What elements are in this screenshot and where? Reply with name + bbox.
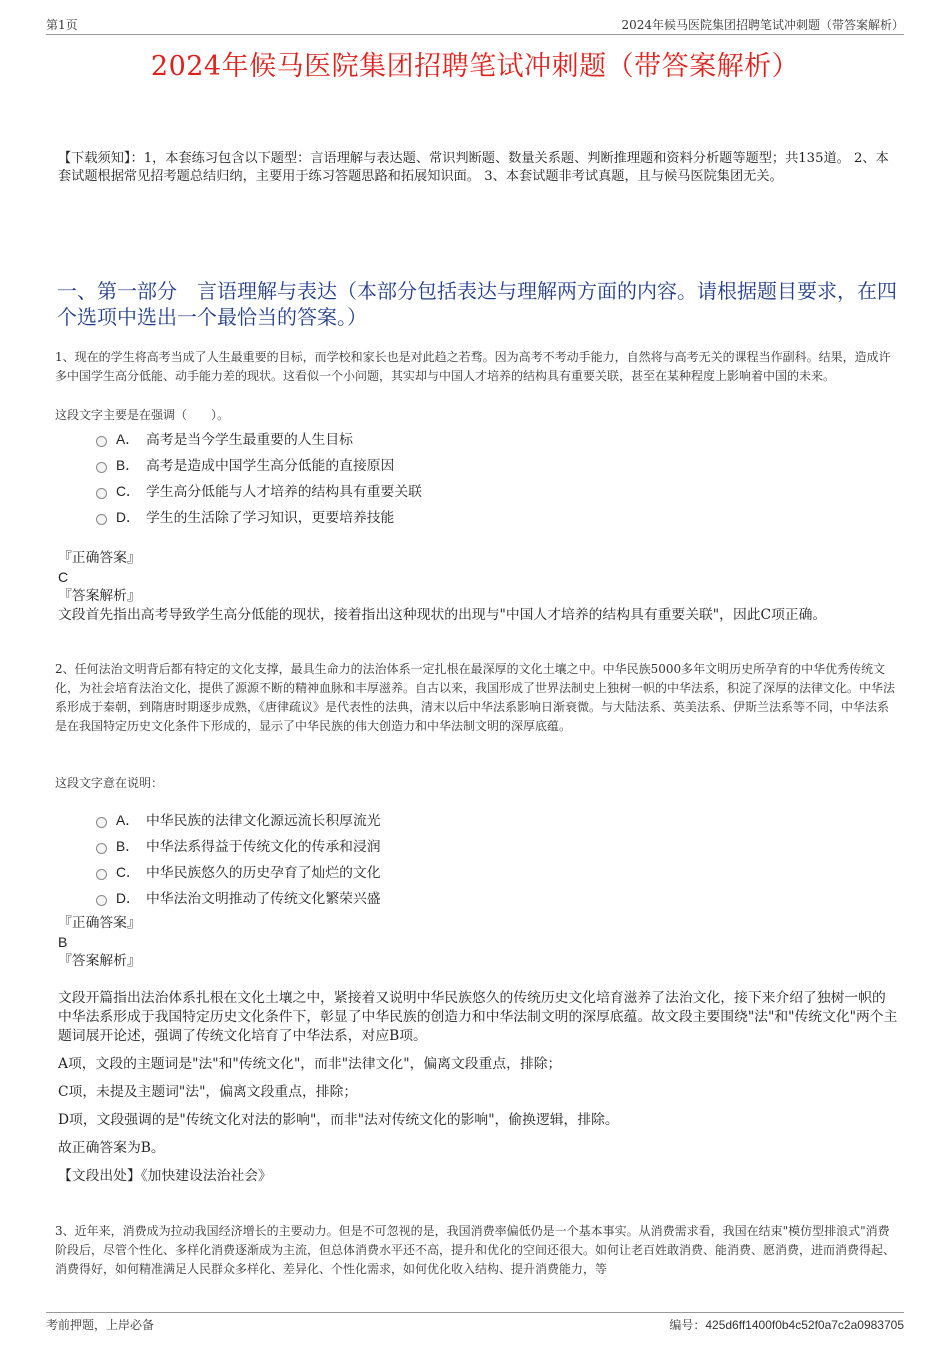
answer-label: 『正确答案』	[58, 915, 141, 931]
answer-value: C	[58, 569, 69, 585]
analysis-label: 『答案解析』	[58, 588, 141, 604]
analysis-paragraph: 故正确答案为B。	[58, 1140, 165, 1156]
question-2-prompt: 这段文字意在说明：	[55, 776, 164, 790]
analysis-paragraph: C项，未提及主题词"法"，偏离文段重点，排除；	[58, 1084, 358, 1100]
q2-option-c[interactable]: C． 中华民族悠久的历史孕育了灿烂的文化	[96, 858, 796, 884]
q2-answer-block	[58, 914, 898, 971]
radio-icon[interactable]	[96, 514, 107, 525]
document-title: 2024年候马医院集团招聘笔试冲刺题（带答案解析）	[150, 51, 800, 82]
radio-icon[interactable]	[96, 462, 107, 473]
analysis-paragraph: D项，文段强调的是"传统文化对法的影响"，而非"法对传统文化的影响"，偷换逻辑，排除。	[58, 1112, 619, 1128]
page-header	[46, 14, 904, 35]
question-1-text: 1、现在的学生将高考当成了人生最重要的目标，而学校和家长也是对此趋之若骛。因为高考不考动手能力，自然将与高考无关的课程当作副科。结果，造成许多中国学生高分低能、动手能力差的现状。这看似一个小问题，其实却与中国人才培养的结构具有重要关联，甚至在某种程度上影响着中国的未来。	[55, 350, 891, 383]
radio-icon[interactable]	[96, 488, 107, 499]
radio-icon[interactable]	[96, 436, 107, 447]
section-title: 一、第一部分 言语理解与表达（本部分包括表达与理解两方面的内容。请根据题目要求，在四个选项中选出一个最恰当的答案。）	[57, 279, 897, 329]
question-2-text: 2、任何法治文明背后都有特定的文化支撑，最具生命力的法治体系一定扎根在最深厚的文化土壤之中。中华民族5000多年文明历史所孕育的中华优秀传统文化，为社会培育法治文化，提供了源源不断的精神血脉和丰厚滋养。自古以来，我国形成了世界法制史上独树一帜的中华法系，积淀了深厚的法律文化。中华法系形成于秦朝，到隋唐时期逐步成熟，《唐律疏议》是代表性的法典，清末以后中华法系影响日渐衰微。与大陆法系、英美法系、伊斯兰法系等不同，中华法系是在我国特定历史文化条件下形成的，显示了中华民族的伟大创造力和中华法制文明的深厚底蕴。	[55, 662, 896, 733]
analysis-paragraph: 文段开篇指出法治体系扎根在文化土壤之中，紧接着又说明中华民族悠久的传统历史文化培育滋养了法治文化，接下来介绍了独树一帜的中华法系形成于我国特定历史文化条件下，彰显了中华民族的创造力和中华法制文明的深厚底蕴。故文段主要围绕"法"和"传统文化"两个主题词展开论述，强调了传统文化培育了中华法系，对应B项。	[58, 990, 898, 1044]
q1-answer-block	[58, 549, 898, 625]
question-1-options	[96, 425, 796, 529]
q2-option-d[interactable]: D． 中华法治文明推动了传统文化繁荣兴盛	[96, 884, 796, 910]
answer-label: 『正确答案』	[58, 550, 141, 566]
q1-option-d[interactable]: D． 学生的生活除了学习知识，更要培养技能	[96, 503, 796, 529]
question-3-text: 3、近年来，消费成为拉动我国经济增长的主要动力。但是不可忽视的是，我国消费率偏低仍是一个基本事实。从消费需求看，我国在结束"模仿型排浪式"消费阶段后，尽管个性化、多样化消费逐渐成为主流，但总体消费水平还不高，提升和优化的空间还很大。如何让老百姓敢消费、能消费、愿消费，进而消费得起、消费得好，如何精准满足人民群众多样化、差异化、个性化需求，如何优化收入结构、提升消费能力，等	[55, 1224, 896, 1276]
footer-code: 编号：425d6ff1400f0b4c52f0a7c2a0983705	[669, 1318, 904, 1332]
radio-icon[interactable]	[96, 895, 107, 906]
radio-icon[interactable]	[96, 869, 107, 880]
q2-option-b[interactable]: B． 中华法系得益于传统文化的传承和浸润	[96, 832, 796, 858]
analysis-text: 文段首先指出高考导致学生高分低能的现状，接着指出这种现状的出现与"中国人才培养的结构具有重要关联"，因此C项正确。	[58, 607, 827, 623]
answer-value: B	[58, 934, 68, 950]
analysis-paragraph: A项，文段的主题词是"法"和"传统文化"，而非"法律文化"，偏离文段重点，排除；	[58, 1056, 562, 1072]
question-1-prompt: 这段文字主要是在强调（ ）。	[55, 408, 230, 422]
radio-icon[interactable]	[96, 843, 107, 854]
question-2-options	[96, 806, 796, 910]
header-doc-title: 2024年候马医院集团招聘笔试冲刺题（带答案解析）	[621, 18, 904, 32]
download-notice: 【下载须知】：1，本套练习包含以下题型：言语理解与表达题、常识判断题、数量关系题、判断推理题和资料分析题等题型；共135道。 2、本套试题根据常见招考题总结归纳，主要用于练习答题思路和拓展知识面。 3、本套试题非考试真题，且与候马医院集团无关。	[58, 151, 889, 184]
q1-option-b[interactable]: B． 高考是造成中国学生高分低能的直接原因	[96, 451, 796, 477]
q2-analysis	[58, 989, 898, 1186]
analysis-label: 『答案解析』	[58, 953, 141, 969]
q1-option-a[interactable]: A． 高考是当今学生最重要的人生目标	[96, 425, 796, 451]
page-footer	[46, 1312, 904, 1333]
footer-slogan: 考前押题，上岸必备	[46, 1318, 155, 1332]
radio-icon[interactable]	[96, 817, 107, 828]
q1-option-c[interactable]: C． 学生高分低能与人才培养的结构具有重要关联	[96, 477, 796, 503]
q2-option-a[interactable]: A． 中华民族的法律文化源远流长积厚流光	[96, 806, 796, 832]
page-number: 第1页	[46, 18, 78, 32]
source-citation: 【文段出处】《加快建设法治社会》	[58, 1168, 272, 1184]
